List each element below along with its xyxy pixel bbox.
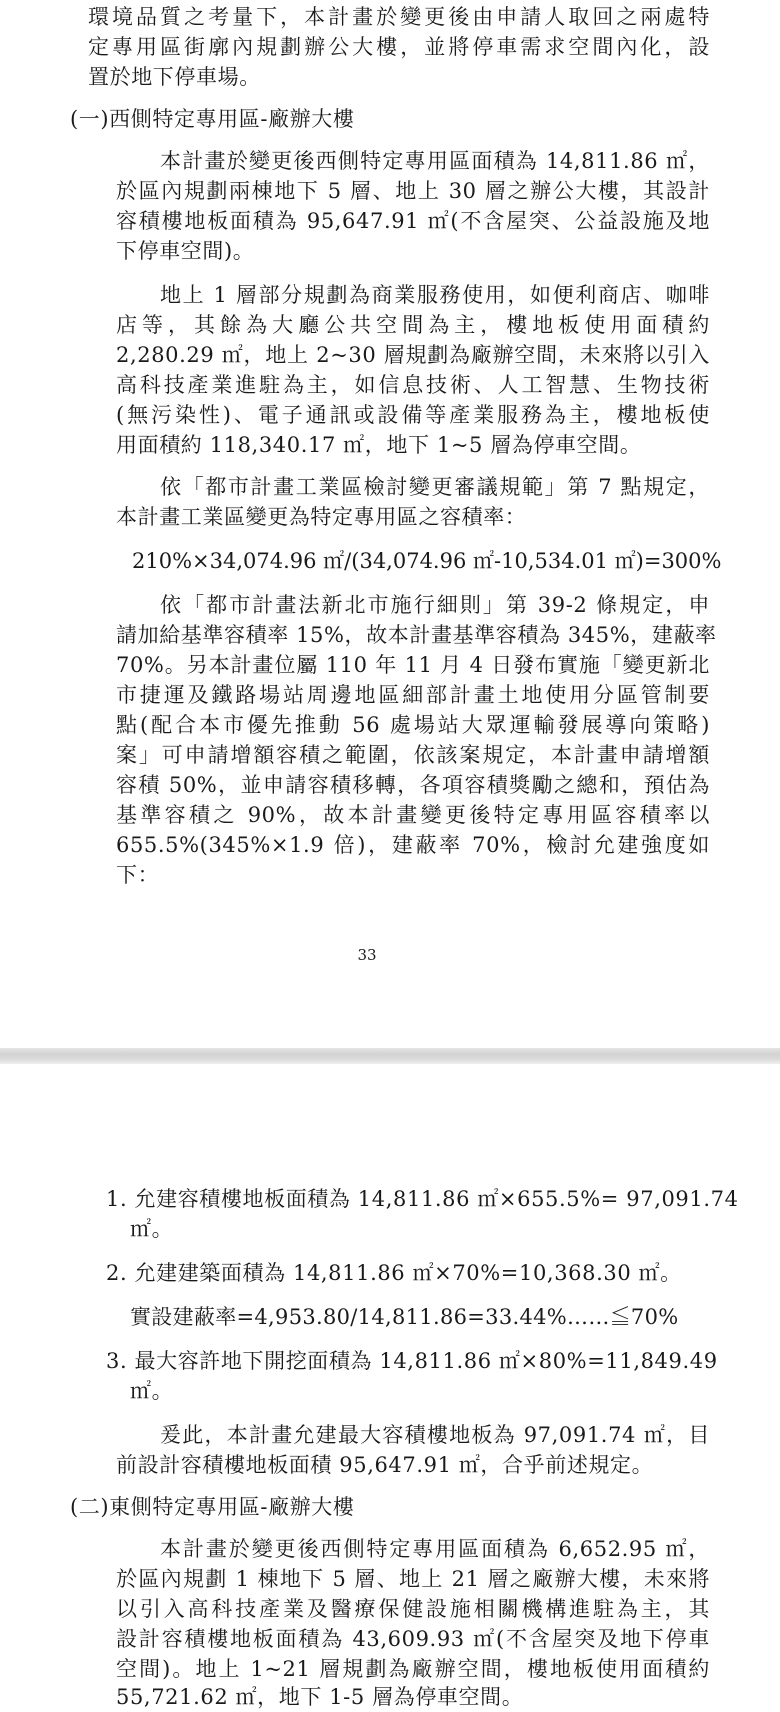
- list-item-2-subline: 實設建蔽率=4,953.80/14,811.86=33.44%……≦70%: [130, 1305, 679, 1329]
- paragraph-line: 於區內規劃 1 棟地下 5 層、地上 21 層之廠辦大樓，未來將: [116, 1567, 710, 1591]
- paragraph-line: 本計畫於變更後西側特定專用區面積為 6,652.95 ㎡，: [160, 1537, 710, 1561]
- paragraph-line: 本計畫工業區變更為特定專用區之容積率：: [116, 505, 527, 529]
- paragraph-line: 容積樓地板面積為 95,647.91 ㎡(不含屋突、公益設施及地: [116, 209, 710, 233]
- paragraph-line: 下停車空間)。: [116, 239, 255, 263]
- floor-area-ratio-formula: 210%×34,074.96 ㎡/(34,074.96 ㎡-10,534.01 ㎡)=300%: [132, 549, 722, 573]
- paragraph-line: 2,280.29 ㎡，地上 2~30 層規劃為廠辦空間，未來將以引入: [116, 343, 710, 367]
- list-item-2: 2. 允建建築面積為 14,811.86 ㎡×70%=10,368.30 ㎡。: [106, 1261, 682, 1285]
- paragraph-line: 請加給基準容積率 15%，故本計畫基準容積為 345%，建蔽率: [116, 623, 717, 647]
- paragraph-line: 案」可申請增額容積之範圍，依該案規定，本計畫申請增額: [116, 743, 710, 767]
- page-number: 33: [357, 946, 377, 964]
- section-heading-west: (一)西側特定專用區-廠辦大樓: [70, 107, 355, 131]
- paragraph-line: 下：: [116, 863, 160, 887]
- paragraph-line: 地上 1 層部分規劃為商業服務使用，如便利商店、咖啡: [160, 283, 710, 307]
- paragraph-line: 容積 50%，並申請容積移轉，各項容積獎勵之總和，預估為: [116, 773, 710, 797]
- paragraph-line: (無污染性)、電子通訊或設備等產業服務為主，樓地板使: [116, 403, 710, 427]
- page-break-divider: [0, 1048, 780, 1064]
- paragraph-line: 依「都市計畫工業區檢討變更審議規範」第 7 點規定，: [160, 475, 710, 499]
- paragraph-line: 市捷運及鐵路場站周邊地區細部計畫土地使用分區管制要: [116, 683, 710, 707]
- paragraph-line: 設計容積樓地板面積為 43,609.93 ㎡(不含屋突及地下停車: [116, 1627, 710, 1651]
- paragraph-line: 依「都市計畫法新北市施行細則」第 39-2 條規定，申: [160, 593, 710, 617]
- list-item-1-line-1: 1. 允建容積樓地板面積為 14,811.86 ㎡×655.5%= 97,091.74: [106, 1187, 739, 1211]
- paragraph-line: 655.5%(345%×1.9 倍)，建蔽率 70%，檢討允建強度如: [116, 833, 710, 857]
- paragraph-line: 70%。另本計畫位屬 110 年 11 月 4 日發布實施「變更新北: [116, 653, 710, 677]
- document-page-34: [0, 1064, 780, 1709]
- paragraph-line: 用面積約 118,340.17 ㎡，地下 1~5 層為停車空間。: [116, 433, 642, 457]
- paragraph-line: 以引入高科技產業及醫療保健設施相關機構進駐為主，其: [116, 1597, 710, 1621]
- intro-line-1: 環境品質之考量下，本計畫於變更後由申請人取回之兩處特: [88, 5, 710, 29]
- paragraph-line: 高科技產業進駐為主，如信息技術、人工智慧、生物技術: [116, 373, 710, 397]
- list-item-3-line-1: 3. 最大容許地下開挖面積為 14,811.86 ㎡×80%=11,849.49: [106, 1349, 718, 1373]
- section-heading-east: (二)東側特定專用區-廠辦大樓: [70, 1495, 355, 1519]
- paragraph-line: 爰此，本計畫允建最大容積樓地板為 97,091.74 ㎡，目: [160, 1423, 710, 1447]
- list-item-1-line-2: ㎡。: [130, 1217, 174, 1241]
- intro-line-2: 定專用區街廓內規劃辦公大樓，並將停車需求空間內化，設: [88, 35, 710, 59]
- paragraph-line: 點(配合本市優先推動 56 處場站大眾運輸發展導向策略): [116, 713, 710, 737]
- list-item-3-line-2: ㎡。: [130, 1379, 174, 1403]
- paragraph-line: 前設計容積樓地板面積 95,647.91 ㎡，合乎前述規定。: [116, 1453, 654, 1477]
- intro-line-3: 置於地下停車場。: [88, 65, 261, 89]
- paragraph-line: 基準容積之 90%，故本計畫變更後特定專用區容積率以: [116, 803, 710, 827]
- paragraph-line: 於區內規劃兩棟地下 5 層、地上 30 層之辦公大樓，其設計: [116, 179, 710, 203]
- paragraph-line-cut-off: 55,721.62 ㎡，地下 1-5 層為停車空間。: [116, 1685, 524, 1709]
- paragraph-line: 店等，其餘為大廳公共空間為主，樓地板使用面積約: [116, 313, 710, 337]
- paragraph-line: 空間)。地上 1~21 層規劃為廠辦空間，樓地板使用面積約: [116, 1657, 710, 1681]
- paragraph-line: 本計畫於變更後西側特定專用區面積為 14,811.86 ㎡，: [160, 149, 710, 173]
